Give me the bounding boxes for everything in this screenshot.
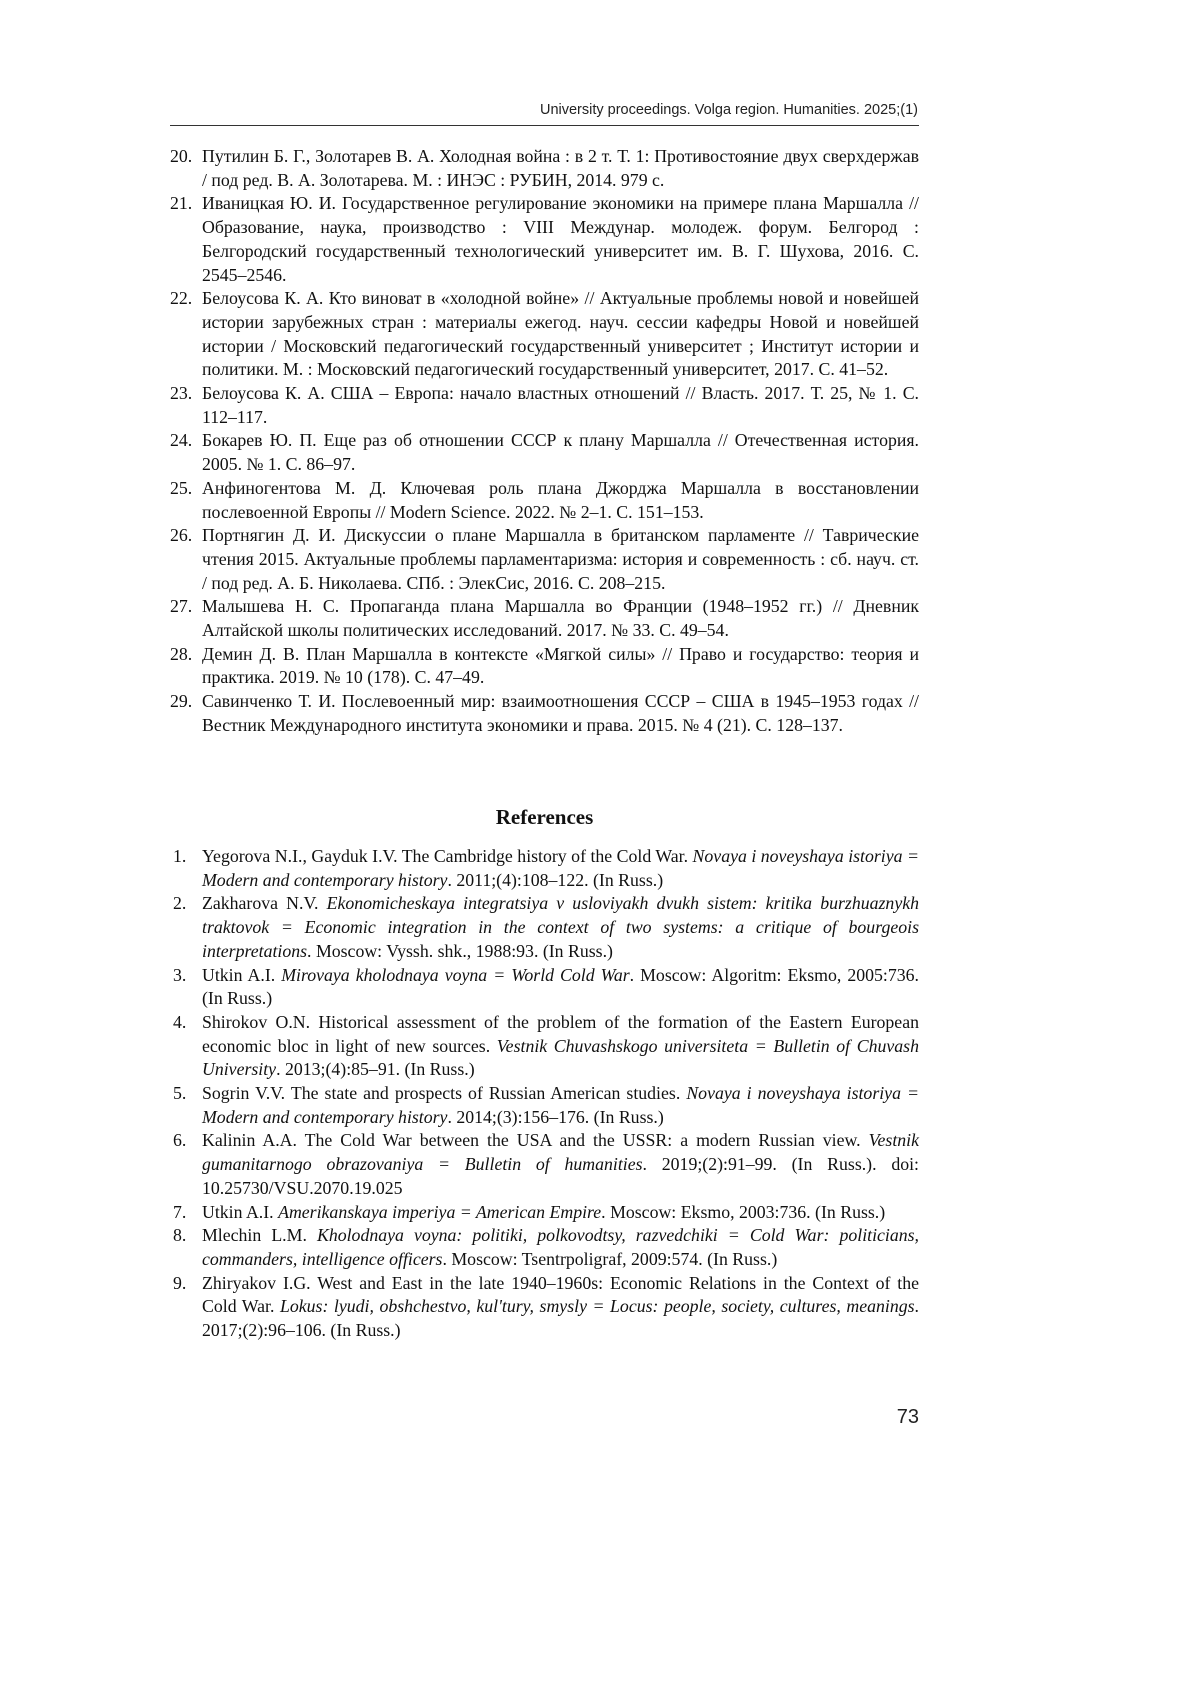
- reference-entry-29: [170, 690, 919, 737]
- reference-source-italic: Kholodnaya voyna: politiki, polkovodtsy, razvedchiki = Cold War: politicians, commanders, intelligence officers: [202, 1225, 919, 1269]
- reference-source-italic: Ekonomicheskaya integratsiya v usloviyakh dvukh sistem: kritika burzhuaznykh traktovok = Economic integration in the context of two systems: a critique of bourgeois interpretations: [202, 893, 919, 961]
- reference-authors-title: Zakharova N.V.: [202, 893, 327, 914]
- reference-entry-2: [170, 892, 919, 963]
- reference-text: Малышева Н. С. Пропаганда плана Маршалла во Франции (1948–1952 гг.) // Дневник Алтайской школы политических исследований. 2017. № 33. С. 49–54.: [202, 596, 919, 641]
- reference-number: 29.: [170, 691, 193, 712]
- reference-authors-title: Zhiryakov I.G. West and East in the late 1940–1960s: Economic Relations in the Context of the Cold War.: [202, 1272, 919, 1317]
- page-number: 73: [896, 1406, 919, 1428]
- reference-entry-23: [170, 382, 919, 429]
- reference-number: 23.: [170, 383, 193, 404]
- reference-number: 5.: [173, 1083, 187, 1104]
- reference-source-italic: Mirovaya kholodnaya voyna = World Cold War: [281, 964, 630, 985]
- reference-authors-title: Shirokov O.N. Historical assessment of the problem of the formation of the Eastern European economic bloc in light of new sources.: [202, 1011, 919, 1056]
- reference-authors-title: Yegorova N.I., Gayduk I.V. The Cambridge history of the Cold War.: [202, 846, 693, 866]
- reference-details: . 2019;(2):91–99. (In Russ.). doi: 10.25730/VSU.2070.19.025: [202, 1154, 919, 1198]
- reference-number: 4.: [173, 1011, 187, 1032]
- reference-source-italic: Lokus: lyudi, obshchestvo, kul'tury, smysly = Locus: people, society, cultures, meanings: [279, 1296, 915, 1317]
- reference-authors-title: Sogrin V.V. The state and prospects of Russian American studies.: [202, 1083, 687, 1104]
- reference-source-italic: Novaya i noveyshaya istoriya = Modern and contemporary history: [202, 846, 920, 890]
- reference-text: Белоусова К. А. Кто виноват в «холодной войне» // Актуальные проблемы новой и новейшей истории зарубежных стран : материалы ежегод. науч. сессии кафедры Новой и новейшей истории / Московский педагогический государственный университет ; Институт истории и политики. М. : Московский педагогический государственный университет, 2017. С. 41–52.: [202, 288, 919, 380]
- reference-text: Белоусова К. А. США – Европа: начало властных отношений // Власть. 2017. Т. 25, № 1. С. 112–117.: [202, 383, 919, 427]
- reference-number: 3.: [173, 964, 187, 985]
- reference-number: 25.: [170, 477, 193, 498]
- reference-number: 22.: [170, 288, 193, 309]
- reference-details: . Moscow: Algoritm: Eksmo, 2005:736. (In Russ.): [202, 964, 919, 1009]
- reference-entry-9: [170, 1272, 919, 1343]
- reference-source-italic: Novaya i noveyshaya istoriya = Modern and contemporary history: [202, 1083, 919, 1127]
- reference-authors-title: Utkin A.I.: [202, 1201, 279, 1222]
- reference-number: 8.: [173, 1225, 187, 1246]
- reference-entry-3: [170, 964, 919, 1011]
- reference-number: 26.: [170, 525, 193, 546]
- reference-text: Иваницкая Ю. И. Государственное регулирование экономики на примере плана Маршалла // Образование, наука, производство : VIII Междунар. молодеж. форум. Белгород : Белгородский государственный технологический университет им. В. Г. Шухова, 2016. С. 2545–2546.: [202, 193, 919, 285]
- reference-number: 2.: [173, 893, 187, 914]
- reference-details: . Moscow: Eksmo, 2003:736. (In Russ.): [601, 1201, 886, 1222]
- reference-entry-27: [170, 595, 919, 642]
- reference-entry-25: [170, 477, 919, 524]
- reference-details: . 2014;(3):156–176. (In Russ.): [447, 1106, 664, 1127]
- reference-number: 1.: [173, 846, 187, 866]
- reference-number: 7.: [173, 1201, 187, 1222]
- reference-authors-title: Utkin A.I.: [202, 964, 282, 985]
- reference-number: 6.: [173, 1130, 187, 1151]
- reference-number: 27.: [170, 596, 193, 617]
- header-rule: [170, 125, 919, 126]
- reference-details: . 2011;(4):108–122. (In Russ.): [447, 869, 664, 890]
- running-header: University proceedings. Volga region. Humanities. 2025;(1): [539, 102, 918, 118]
- reference-entry-22: [170, 287, 919, 382]
- reference-details: . Moscow: Vyssh. shk., 1988:93. (In Russ.): [307, 940, 613, 961]
- reference-details: . 2017;(2):96–106. (In Russ.): [202, 1296, 919, 1341]
- reference-number: 21.: [170, 193, 193, 214]
- english-reference-list: [170, 845, 919, 1343]
- reference-entry-5: [170, 1082, 919, 1129]
- reference-text: Путилин Б. Г., Золотарев В. А. Холодная война : в 2 т. Т. 1: Противостояние двух сверхдержав / под ред. В. А. Золотарева. М. : ИНЭС : РУБИН, 2014. 979 с.: [202, 146, 919, 190]
- reference-details: . 2013;(4):85–91. (In Russ.): [276, 1059, 475, 1080]
- reference-text: Савинченко Т. И. Послевоенный мир: взаимоотношения СССР – США в 1945–1953 годах // Вестник Международного института экономики и права. 2015. № 4 (21). С. 128–137.: [202, 691, 919, 735]
- reference-number: 28.: [170, 643, 193, 664]
- reference-entry-7: [170, 1201, 919, 1225]
- reference-authors-title: Kalinin A.A. The Cold War between the USA and the USSR: a modern Russian view.: [202, 1130, 869, 1151]
- reference-entry-8: [170, 1224, 919, 1271]
- reference-entry-28: [170, 643, 919, 690]
- reference-entry-24: [170, 429, 919, 476]
- reference-number: 20.: [170, 146, 193, 166]
- references-heading: References: [495, 805, 594, 829]
- reference-text: Бокарев Ю. П. Еще раз об отношении СССР к плану Маршалла // Отечественная история. 2005. № 1. С. 86–97.: [202, 430, 919, 475]
- reference-source-italic: Vestnik gumanitarnogo obrazovaniya = Bulletin of humanities: [202, 1130, 919, 1175]
- reference-entry-6: [170, 1129, 919, 1200]
- reference-source-italic: Amerikanskaya imperiya = American Empire: [278, 1201, 602, 1222]
- reference-text: Демин Д. В. План Маршалла в контексте «Мягкой силы» // Право и государство: теория и практика. 2019. № 10 (178). С. 47–49.: [202, 643, 919, 688]
- russian-reference-list: [170, 145, 919, 738]
- reference-entry-21: [170, 192, 919, 287]
- reference-entry-26: [170, 524, 919, 595]
- reference-entry-1: [170, 845, 919, 892]
- reference-entry-20: [170, 145, 919, 192]
- reference-number: 9.: [173, 1272, 187, 1293]
- reference-source-italic: Vestnik Chuvashskogo universiteta = Bulletin of Chuvash University: [202, 1035, 919, 1080]
- reference-authors-title: Mlechin L.M.: [202, 1225, 317, 1246]
- reference-number: 24.: [170, 430, 193, 451]
- reference-details: . Moscow: Tsentrpoligraf, 2009:574. (In Russ.): [442, 1248, 778, 1269]
- reference-entry-4: [170, 1011, 919, 1082]
- reference-text: Портнягин Д. И. Дискуссии о плане Маршалла в британском парламенте // Таврические чтения 2015. Актуальные проблемы парламентаризма: история и современность : сб. науч. ст. / под ред. А. Б. Николаева. СПб. : ЭлекСис, 2016. С. 208–215.: [202, 525, 919, 593]
- reference-text: Анфиногентова М. Д. Ключевая роль плана Джорджа Маршалла в восстановлении послевоенной Европы // Modern Science. 2022. № 2–1. С. 151–153.: [202, 477, 919, 522]
